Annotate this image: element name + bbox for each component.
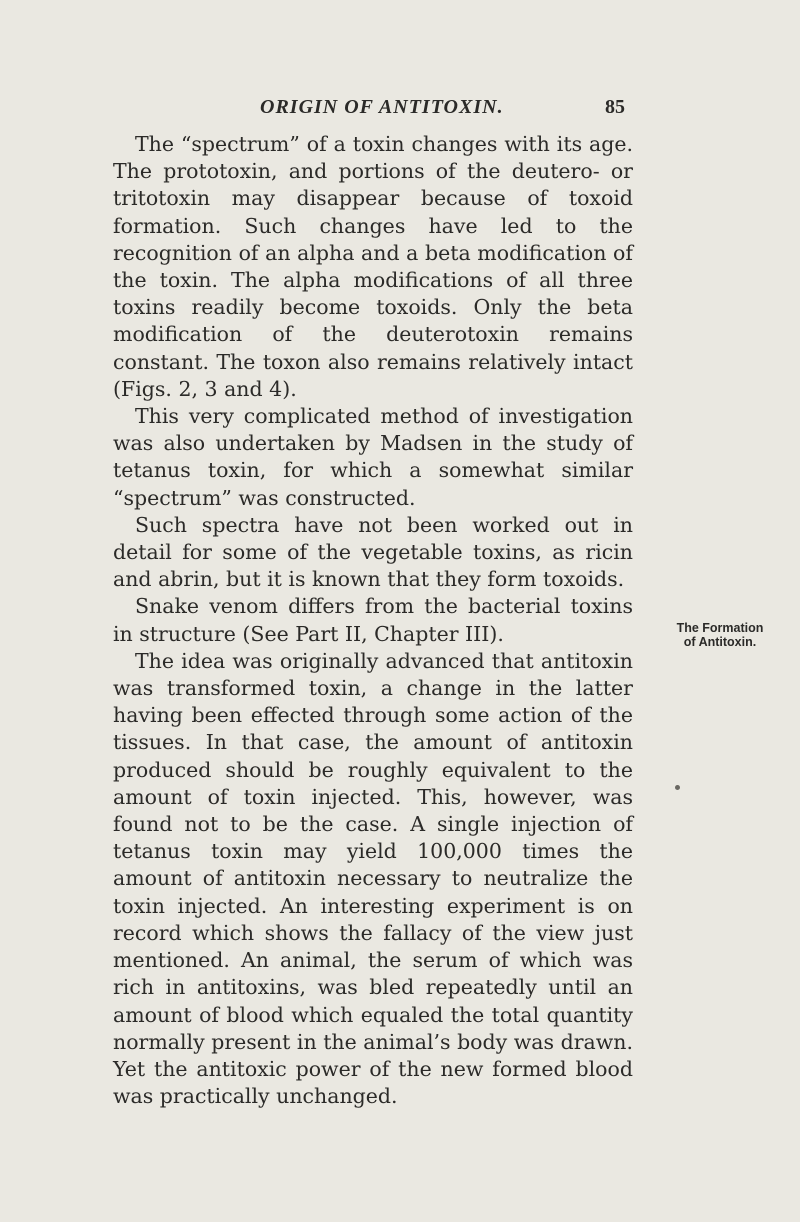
margin-note-line-2: of Antitoxin. bbox=[683, 635, 757, 649]
body-text bbox=[113, 131, 633, 1110]
paragraph-vegetable-toxins: Such spectra have not been worked out in detail for some of the vegetable toxins, as ricin and abrin, but it is known that they form toxoids. bbox=[113, 512, 633, 592]
paragraph-snake-venom: Snake venom differs from the bacterial toxins in structure (See Part II, Chapter III). bbox=[113, 594, 633, 646]
margin-note bbox=[650, 621, 790, 649]
margin-note-line-1: The Formation bbox=[676, 621, 764, 635]
paragraph-spectrum: The “spectrum” of a toxin changes with its age. The prototoxin, and portions of the deutero- or tritotoxin may disappear because of toxoid formation. Such changes have led to the recognition of an alpha and a beta modification of the toxin. The alpha modifications of all three toxins readily become toxoids. Only the beta modification of the deuterotoxin remains constant. The toxon also remains relatively intact (Figs. 2, 3 and 4). bbox=[113, 132, 633, 401]
running-title: ORIGIN OF ANTITOXIN. bbox=[260, 96, 504, 118]
ink-speck bbox=[675, 785, 680, 790]
paragraph-antitoxin-origin: The idea was originally advanced that antitoxin was transformed toxin, a change in the latter having been effected through some action of the tissues. In that case, the amount of antitoxin produced should be roughly equivalent to the amount of toxin injected. This, however, was found not to be the case. A single injection of tetanus toxin may yield 100,000 times the amount of antitoxin necessary to neutralize the toxin injected. An interesting experiment is on record which shows the fallacy of the view just mentioned. An animal, the serum of which was rich in antitoxins, was bled repeatedly until an amount of blood which equaled the total quantity normally present in the animal’s body was drawn. Yet the antitoxic power of the new formed blood was practically unchanged. bbox=[113, 648, 633, 1109]
running-head bbox=[235, 96, 625, 126]
paragraph-madsen: This very complicated method of investigation was also undertaken by Madsen in the study of tetanus toxin, for which a somewhat similar “spectrum” was constructed. bbox=[113, 404, 633, 510]
page-number: 85 bbox=[605, 96, 625, 118]
